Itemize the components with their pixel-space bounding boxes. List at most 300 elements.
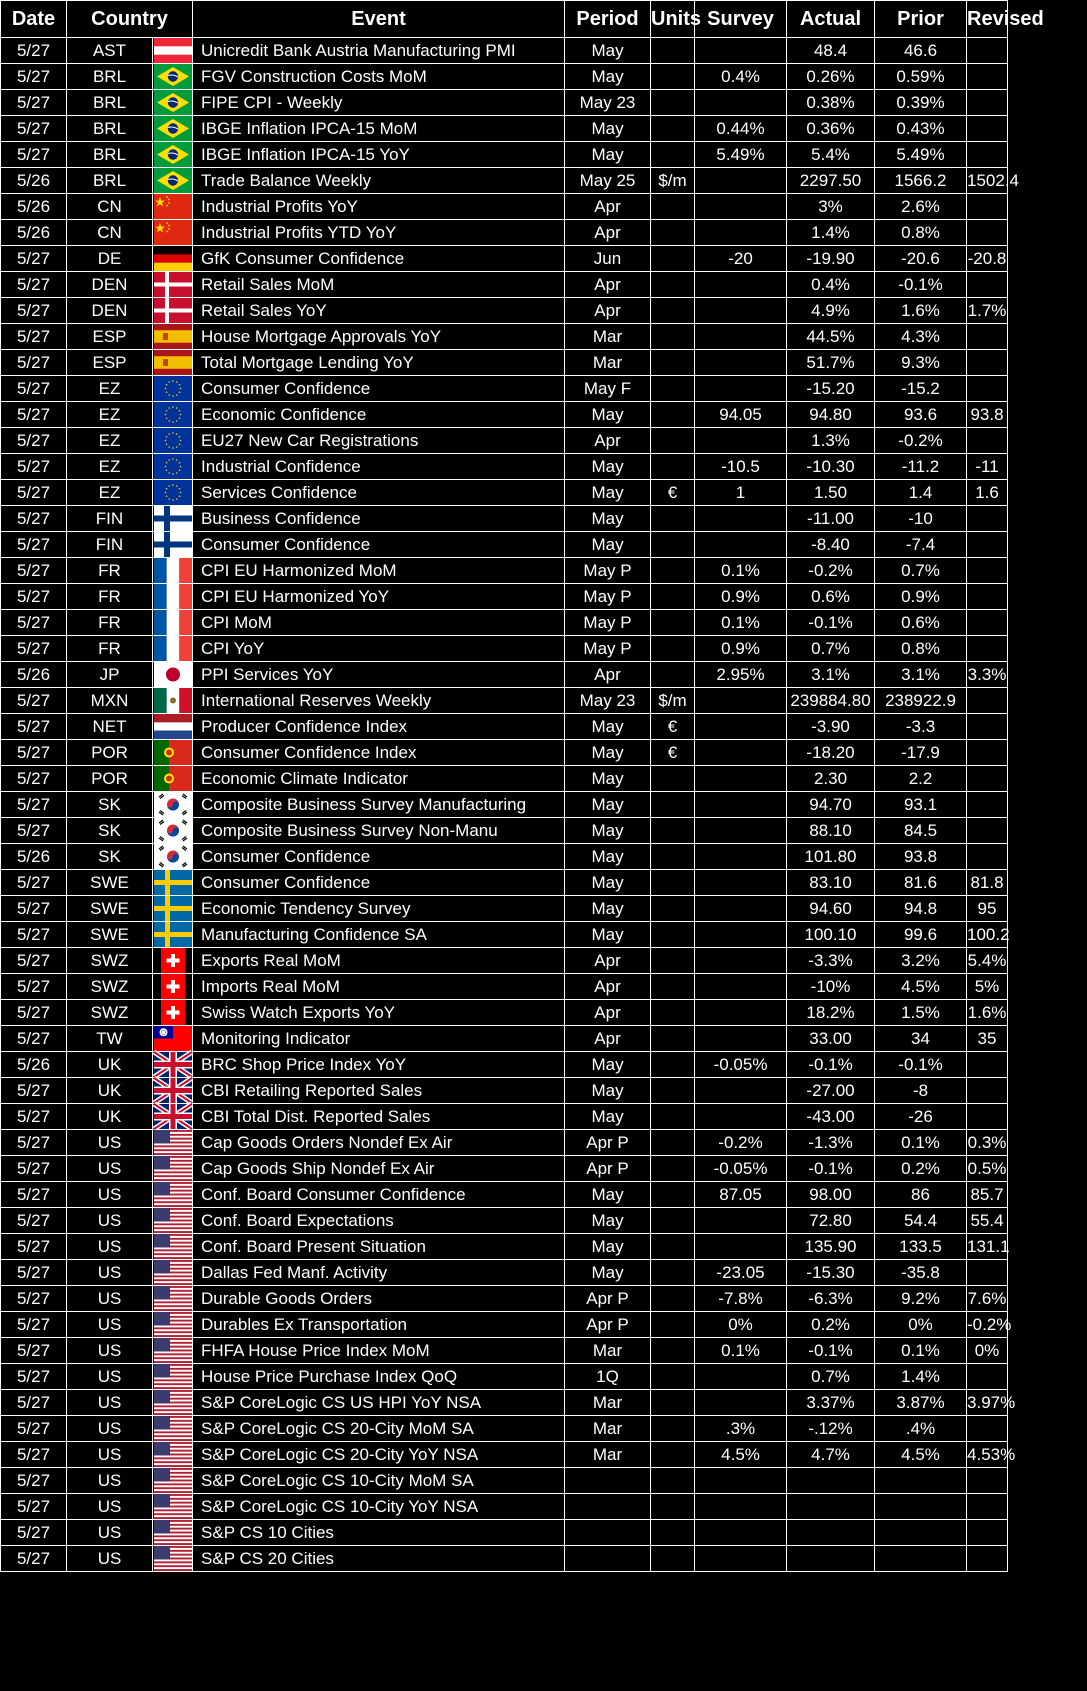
cell-country: CN [67, 220, 153, 246]
cell-revised [967, 1260, 1008, 1286]
cell-units: € [651, 714, 695, 740]
cell-prior: 4.3% [875, 324, 967, 350]
cell-survey: 0.4% [695, 64, 787, 90]
table-row [1, 610, 1008, 636]
cell-units [651, 1208, 695, 1234]
cell-prior: -8 [875, 1078, 967, 1104]
cell-units [651, 1416, 695, 1442]
us-flag-icon [153, 1546, 192, 1571]
cell-period: May [565, 38, 651, 64]
table-row [1, 922, 1008, 948]
cell-flag [153, 298, 193, 324]
cell-prior: -0.2% [875, 428, 967, 454]
cell-revised [967, 714, 1008, 740]
cell-period: 1Q [565, 1364, 651, 1390]
cell-period [565, 1520, 651, 1546]
cell-survey [695, 1468, 787, 1494]
cell-flag [153, 688, 193, 714]
cell-period: May [565, 792, 651, 818]
sweden-flag-icon [153, 870, 192, 895]
eu-flag-icon [153, 402, 192, 427]
cell-country: US [67, 1260, 153, 1286]
cell-revised: 1.7% [967, 298, 1008, 324]
cell-prior: 0.59% [875, 64, 967, 90]
cell-flag [153, 90, 193, 116]
cell-period: May [565, 64, 651, 90]
cell-units [651, 1520, 695, 1546]
cell-event: Services Confidence [193, 480, 565, 506]
cell-revised: 1.6% [967, 1000, 1008, 1026]
table-row [1, 1520, 1008, 1546]
cell-date: 5/27 [1, 428, 67, 454]
cell-actual: 1.3% [787, 428, 875, 454]
cell-actual [787, 1494, 875, 1520]
cell-country: US [67, 1156, 153, 1182]
cell-survey [695, 38, 787, 64]
cell-survey [695, 376, 787, 402]
table-row [1, 298, 1008, 324]
cell-event: Swiss Watch Exports YoY [193, 1000, 565, 1026]
cell-event: Economic Confidence [193, 402, 565, 428]
cell-revised [967, 1364, 1008, 1390]
table-row [1, 818, 1008, 844]
china-flag-icon [153, 220, 192, 245]
cell-survey [695, 90, 787, 116]
cell-actual: 5.4% [787, 142, 875, 168]
cell-survey [695, 168, 787, 194]
cell-country: SWE [67, 922, 153, 948]
cell-country: MXN [67, 688, 153, 714]
cell-survey [695, 532, 787, 558]
cell-event: FIPE CPI - Weekly [193, 90, 565, 116]
france-flag-icon [153, 584, 192, 609]
cell-revised [967, 532, 1008, 558]
cell-period: May [565, 532, 651, 558]
cell-actual: 2.30 [787, 766, 875, 792]
cell-survey [695, 1390, 787, 1416]
cell-country: SWE [67, 870, 153, 896]
cell-country: FIN [67, 532, 153, 558]
cell-event: Economic Climate Indicator [193, 766, 565, 792]
cell-actual: 1.4% [787, 220, 875, 246]
cell-date: 5/27 [1, 584, 67, 610]
cell-flag [153, 714, 193, 740]
cell-actual: -8.40 [787, 532, 875, 558]
cell-revised: -0.2% [967, 1312, 1008, 1338]
cell-revised: 95 [967, 896, 1008, 922]
table-row [1, 1286, 1008, 1312]
cell-units [651, 220, 695, 246]
table-row [1, 792, 1008, 818]
cell-actual: -27.00 [787, 1078, 875, 1104]
cell-period: Apr [565, 948, 651, 974]
cell-date: 5/27 [1, 1546, 67, 1572]
cell-country: EZ [67, 454, 153, 480]
cell-event: FGV Construction Costs MoM [193, 64, 565, 90]
header-prior: Prior [875, 1, 967, 38]
cell-event: Conf. Board Expectations [193, 1208, 565, 1234]
cell-actual: -3.90 [787, 714, 875, 740]
cell-units [651, 1130, 695, 1156]
cell-country: FR [67, 636, 153, 662]
cell-units [651, 558, 695, 584]
cell-event: Durable Goods Orders [193, 1286, 565, 1312]
cell-units [651, 974, 695, 1000]
cell-flag [153, 844, 193, 870]
cell-period: May [565, 896, 651, 922]
cell-revised [967, 558, 1008, 584]
cell-prior: -0.1% [875, 1052, 967, 1078]
cell-flag [153, 64, 193, 90]
cell-units [651, 64, 695, 90]
cell-date: 5/27 [1, 714, 67, 740]
cell-date: 5/27 [1, 922, 67, 948]
table-row [1, 636, 1008, 662]
cell-country: ESP [67, 324, 153, 350]
cell-actual: -0.2% [787, 558, 875, 584]
table-row [1, 194, 1008, 220]
cell-date: 5/27 [1, 610, 67, 636]
cell-flag [153, 1364, 193, 1390]
cell-survey [695, 922, 787, 948]
cell-country: ESP [67, 350, 153, 376]
brazil-flag-icon [153, 116, 192, 141]
cell-revised [967, 1546, 1008, 1572]
china-flag-icon [153, 194, 192, 219]
cell-revised: 81.8 [967, 870, 1008, 896]
table-row [1, 532, 1008, 558]
cell-date: 5/27 [1, 1026, 67, 1052]
cell-revised [967, 1520, 1008, 1546]
cell-prior: 0.7% [875, 558, 967, 584]
cell-country: FR [67, 584, 153, 610]
cell-period: Mar [565, 1442, 651, 1468]
us-flag-icon [153, 1156, 192, 1181]
cell-survey: -20 [695, 246, 787, 272]
cell-event: CPI EU Harmonized YoY [193, 584, 565, 610]
cell-actual: 94.60 [787, 896, 875, 922]
cell-event: Consumer Confidence [193, 532, 565, 558]
eu-flag-icon [153, 376, 192, 401]
cell-prior: 99.6 [875, 922, 967, 948]
cell-event: Imports Real MoM [193, 974, 565, 1000]
cell-units: € [651, 480, 695, 506]
cell-survey [695, 1104, 787, 1130]
cell-date: 5/27 [1, 688, 67, 714]
cell-period: May [565, 766, 651, 792]
brazil-flag-icon [153, 168, 192, 193]
table-row [1, 1312, 1008, 1338]
table-row [1, 662, 1008, 688]
cell-units [651, 116, 695, 142]
cell-prior: -26 [875, 1104, 967, 1130]
cell-prior: 0.2% [875, 1156, 967, 1182]
cell-actual: -1.3% [787, 1130, 875, 1156]
cell-prior: -3.3 [875, 714, 967, 740]
cell-flag [153, 324, 193, 350]
germany-flag-icon [153, 246, 192, 271]
cell-survey [695, 1546, 787, 1572]
cell-country: EZ [67, 428, 153, 454]
cell-actual: 83.10 [787, 870, 875, 896]
cell-actual: -6.3% [787, 1286, 875, 1312]
cell-actual: 239884.80 [787, 688, 875, 714]
cell-period [565, 1494, 651, 1520]
cell-event: S&P CS 20 Cities [193, 1546, 565, 1572]
switzerland-flag-icon [153, 948, 192, 973]
cell-period: May [565, 142, 651, 168]
cell-flag [153, 532, 193, 558]
cell-date: 5/27 [1, 1130, 67, 1156]
cell-country: SK [67, 818, 153, 844]
cell-prior: 2.6% [875, 194, 967, 220]
cell-survey: 0.1% [695, 610, 787, 636]
cell-units [651, 454, 695, 480]
cell-actual: -0.1% [787, 1052, 875, 1078]
cell-event: Conf. Board Consumer Confidence [193, 1182, 565, 1208]
cell-revised: 5% [967, 974, 1008, 1000]
cell-country: NET [67, 714, 153, 740]
cell-revised: -11 [967, 454, 1008, 480]
cell-period: May [565, 740, 651, 766]
cell-actual: 0.36% [787, 116, 875, 142]
cell-period: May [565, 1052, 651, 1078]
cell-date: 5/26 [1, 662, 67, 688]
cell-prior: -15.2 [875, 376, 967, 402]
cell-actual: -15.20 [787, 376, 875, 402]
cell-actual: -3.3% [787, 948, 875, 974]
cell-flag [153, 1312, 193, 1338]
cell-survey: -0.05% [695, 1052, 787, 1078]
cell-period: May [565, 1208, 651, 1234]
cell-units [651, 1234, 695, 1260]
france-flag-icon [153, 558, 192, 583]
cell-actual: -43.00 [787, 1104, 875, 1130]
cell-event: Industrial Profits YoY [193, 194, 565, 220]
cell-flag [153, 350, 193, 376]
cell-date: 5/27 [1, 870, 67, 896]
cell-event: Composite Business Survey Manufacturing [193, 792, 565, 818]
cell-date: 5/27 [1, 1390, 67, 1416]
table-row [1, 428, 1008, 454]
cell-actual: -0.1% [787, 1338, 875, 1364]
us-flag-icon [153, 1260, 192, 1285]
cell-survey [695, 896, 787, 922]
cell-revised: 3.97% [967, 1390, 1008, 1416]
cell-prior: 0.9% [875, 584, 967, 610]
cell-period: Apr [565, 272, 651, 298]
cell-revised: 3.3% [967, 662, 1008, 688]
cell-flag [153, 1052, 193, 1078]
cell-flag [153, 1520, 193, 1546]
cell-survey [695, 1208, 787, 1234]
cell-country: DE [67, 246, 153, 272]
cell-revised: 0.5% [967, 1156, 1008, 1182]
table-row [1, 714, 1008, 740]
cell-period: May [565, 454, 651, 480]
cell-flag [153, 1494, 193, 1520]
header-actual: Actual [787, 1, 875, 38]
cell-actual: 3% [787, 194, 875, 220]
table-row [1, 1546, 1008, 1572]
cell-date: 5/27 [1, 246, 67, 272]
cell-flag [153, 194, 193, 220]
cell-prior [875, 1546, 967, 1572]
cell-date: 5/27 [1, 818, 67, 844]
cell-prior: 0% [875, 1312, 967, 1338]
cell-revised: 93.8 [967, 402, 1008, 428]
cell-flag [153, 870, 193, 896]
cell-actual: 33.00 [787, 1026, 875, 1052]
cell-country: US [67, 1520, 153, 1546]
cell-period: Apr [565, 662, 651, 688]
cell-event: S&P CS 10 Cities [193, 1520, 565, 1546]
cell-actual: 2297.50 [787, 168, 875, 194]
cell-flag [153, 1104, 193, 1130]
cell-event: Cap Goods Ship Nondef Ex Air [193, 1156, 565, 1182]
cell-prior: 93.1 [875, 792, 967, 818]
cell-survey: 0.1% [695, 1338, 787, 1364]
cell-units [651, 142, 695, 168]
cell-units [651, 1052, 695, 1078]
cell-revised [967, 636, 1008, 662]
cell-units [651, 584, 695, 610]
us-flag-icon [153, 1312, 192, 1337]
cell-revised: 5.4% [967, 948, 1008, 974]
table-row [1, 584, 1008, 610]
brazil-flag-icon [153, 64, 192, 89]
cell-units [651, 922, 695, 948]
table-row [1, 1468, 1008, 1494]
cell-units: $/m [651, 168, 695, 194]
cell-units [651, 1468, 695, 1494]
cell-prior: -7.4 [875, 532, 967, 558]
cell-flag [153, 272, 193, 298]
finland-flag-icon [153, 506, 192, 531]
table-row [1, 1442, 1008, 1468]
cell-event: PPI Services YoY [193, 662, 565, 688]
cell-flag [153, 1390, 193, 1416]
cell-actual: 51.7% [787, 350, 875, 376]
cell-country: US [67, 1468, 153, 1494]
sweden-flag-icon [153, 922, 192, 947]
cell-date: 5/27 [1, 142, 67, 168]
cell-date: 5/27 [1, 1312, 67, 1338]
cell-country: FR [67, 558, 153, 584]
cell-country: AST [67, 38, 153, 64]
us-flag-icon [153, 1494, 192, 1519]
cell-flag [153, 1156, 193, 1182]
cell-date: 5/27 [1, 974, 67, 1000]
cell-units [651, 896, 695, 922]
cell-period: Mar [565, 1338, 651, 1364]
cell-actual: -.12% [787, 1416, 875, 1442]
eu-flag-icon [153, 454, 192, 479]
cell-event: House Price Purchase Index QoQ [193, 1364, 565, 1390]
cell-event: International Reserves Weekly [193, 688, 565, 714]
cell-units [651, 376, 695, 402]
cell-country: UK [67, 1104, 153, 1130]
cell-units [651, 1026, 695, 1052]
portugal-flag-icon [153, 766, 192, 791]
table-row [1, 1000, 1008, 1026]
cell-prior: -0.1% [875, 272, 967, 298]
cell-country: US [67, 1234, 153, 1260]
cell-flag [153, 896, 193, 922]
table-row [1, 272, 1008, 298]
cell-prior: 54.4 [875, 1208, 967, 1234]
table-row [1, 1260, 1008, 1286]
cell-country: US [67, 1390, 153, 1416]
cell-event: S&P CoreLogic CS 20-City YoY NSA [193, 1442, 565, 1468]
cell-actual: -10.30 [787, 454, 875, 480]
cell-actual: 3.37% [787, 1390, 875, 1416]
cell-event: Producer Confidence Index [193, 714, 565, 740]
cell-period: May [565, 844, 651, 870]
cell-revised: 0.3% [967, 1130, 1008, 1156]
cell-actual: -18.20 [787, 740, 875, 766]
cell-period: Apr P [565, 1130, 651, 1156]
cell-prior: 86 [875, 1182, 967, 1208]
cell-date: 5/27 [1, 90, 67, 116]
cell-date: 5/26 [1, 194, 67, 220]
cell-country: US [67, 1494, 153, 1520]
switzerland-flag-icon [153, 974, 192, 999]
cell-date: 5/27 [1, 1234, 67, 1260]
cell-country: US [67, 1442, 153, 1468]
cell-flag [153, 922, 193, 948]
cell-period: Apr [565, 298, 651, 324]
cell-revised [967, 844, 1008, 870]
cell-date: 5/27 [1, 740, 67, 766]
cell-survey [695, 194, 787, 220]
cell-actual [787, 1546, 875, 1572]
cell-period: Mar [565, 324, 651, 350]
cell-event: Retail Sales MoM [193, 272, 565, 298]
cell-revised [967, 506, 1008, 532]
cell-flag [153, 1338, 193, 1364]
table-row [1, 1208, 1008, 1234]
netherlands-flag-icon [153, 714, 192, 739]
cell-units [651, 272, 695, 298]
cell-flag [153, 1468, 193, 1494]
cell-period: Apr [565, 1000, 651, 1026]
cell-revised: 35 [967, 1026, 1008, 1052]
cell-actual: 100.10 [787, 922, 875, 948]
cell-survey: -23.05 [695, 1260, 787, 1286]
cell-flag [153, 402, 193, 428]
cell-flag [153, 142, 193, 168]
table-row [1, 1234, 1008, 1260]
cell-prior: 4.5% [875, 974, 967, 1000]
cell-event: S&P CoreLogic CS 20-City MoM SA [193, 1416, 565, 1442]
cell-event: CPI MoM [193, 610, 565, 636]
cell-revised [967, 1494, 1008, 1520]
cell-revised [967, 1468, 1008, 1494]
cell-event: House Mortgage Approvals YoY [193, 324, 565, 350]
cell-prior: 2.2 [875, 766, 967, 792]
cell-actual: 101.80 [787, 844, 875, 870]
cell-prior: -10 [875, 506, 967, 532]
cell-date: 5/27 [1, 1182, 67, 1208]
cell-country: BRL [67, 90, 153, 116]
cell-revised [967, 428, 1008, 454]
us-flag-icon [153, 1130, 192, 1155]
cell-prior: .4% [875, 1416, 967, 1442]
cell-units: $/m [651, 688, 695, 714]
cell-revised: 85.7 [967, 1182, 1008, 1208]
table-row [1, 1416, 1008, 1442]
